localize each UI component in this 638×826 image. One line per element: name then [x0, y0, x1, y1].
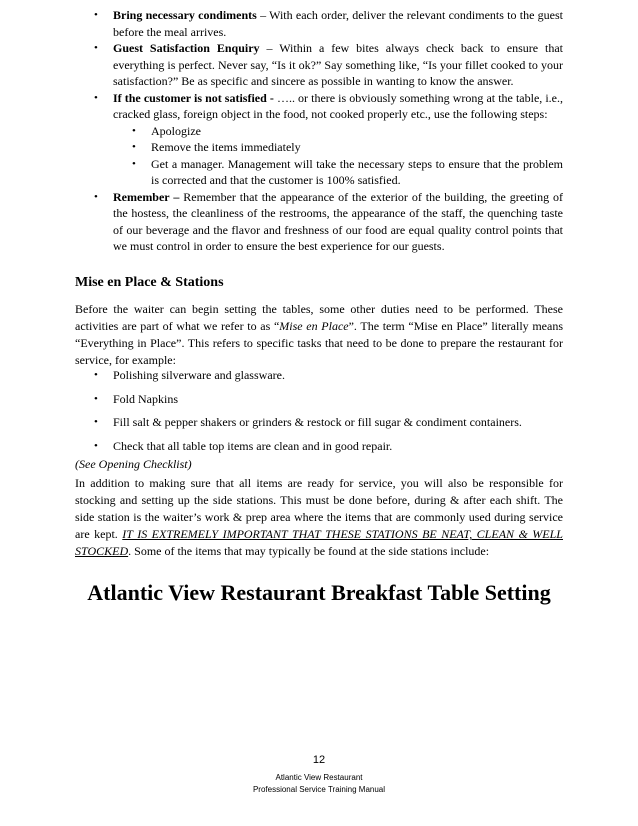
sub-steps-list: [113, 123, 563, 189]
sub-item-text: Get a manager. Management will take the necessary steps to ensure that the problem is corrected and that the customer is 100% satisfied.: [151, 156, 563, 187]
list-item: [75, 414, 563, 431]
bullet-icon: •: [94, 91, 98, 104]
sub-list-item: [113, 156, 563, 189]
intro-paragraph: [75, 301, 563, 369]
bullet-icon: •: [94, 190, 98, 203]
sub-list-item: [113, 139, 563, 156]
service-steps-list: [75, 7, 563, 255]
sub-list-item: [113, 123, 563, 140]
item-heading: Guest Satisfaction Enquiry: [113, 41, 260, 55]
item-text: Remember that the appearance of the exterior of the building, the greeting of the hostess, the cleanliness of the restrooms, the appearance of the staff, the quenching taste of our beverage and the flavor and freshness of our food are equal quality control points that we must control in order to ensure the best experience for our guests.: [113, 189, 564, 253]
list-item: [75, 40, 563, 90]
bullet-icon: •: [94, 369, 98, 381]
intro-italic: Mise en Place: [279, 319, 349, 333]
list-item: [75, 90, 563, 189]
closing-text-2: . Some of the items that may typically be found at the side stations include:: [128, 544, 490, 558]
bullet-icon: •: [132, 157, 136, 170]
closing-emphasis: IT IS EXTREMELY IMPORTANT THAT THESE STATIONS BE NEAT, CLEAN & WELL STOCKED: [75, 527, 563, 558]
bullet-icon: •: [94, 9, 98, 21]
checklist-ref-text: (See Opening Checklist): [75, 457, 192, 471]
bullet-icon: •: [94, 439, 98, 452]
item-heading: Bring necessary condiments: [113, 8, 257, 22]
sub-item-text: Apologize: [151, 123, 201, 138]
list-item: [75, 189, 563, 255]
task-text: Fill salt & pepper shakers or grinders & restock or fill sugar & condiment containers.: [113, 415, 522, 429]
item-text: – Within a few bites always check back to ensure that everything is perfect. Never say, “Is it ok?” Say something like, “Is your fillet cooked to your satisfaction?” Be as specific and sincere as possible in wanting to know the answer.: [113, 41, 563, 88]
footer-line-1: Atlantic View Restaurant: [275, 773, 363, 782]
list-item: [75, 438, 563, 455]
sub-item-text: Remove the items immediately: [151, 140, 301, 154]
bullet-icon: •: [132, 141, 136, 153]
item-heading: If the customer is not satisfied -: [113, 90, 274, 105]
item-text: ….. or there is obviously something wrong at the table, i.e., cracked glass, foreign object in the food, not cooked properly etc., use the following steps:: [113, 90, 564, 121]
banner-title: Atlantic View Restaurant Breakfast Table Setting: [87, 580, 551, 605]
item-text: – With each order, deliver the relevant condiments to the guest before the meal arrives.: [113, 8, 564, 39]
page-number: 12: [312, 754, 326, 766]
section-title: Mise en Place & Stations: [75, 275, 224, 290]
list-item: [75, 391, 563, 408]
task-text: Fold Napkins: [113, 391, 179, 406]
closing-text: In addition to making sure that all items are ready for service, you will also be responsible for stocking and setting up the side stations. This must be done before, during & after each shift. The side station is the waiter’s work & prep area where the items that are commonly used during service are kept.: [75, 476, 563, 541]
closing-paragraph: [75, 475, 563, 560]
footer-line-2: Professional Service Training Manual: [252, 785, 386, 794]
item-heading: Remember –: [113, 189, 180, 204]
checklist-reference: [75, 456, 563, 473]
list-item: [75, 367, 563, 384]
intro-text-2: ”. The term “Mise en Place” literally means “Everything in Place”. This refers to specific tasks that need to be done to prepare the restaurant for service, for example:: [75, 319, 563, 367]
task-text: Check that all table top items are clean and in good repair.: [113, 438, 393, 453]
bullet-icon: •: [132, 124, 136, 137]
intro-text: Before the waiter can begin setting the tables, some other duties need to be performed. These activities are part of what we refer to as “: [75, 302, 563, 333]
bullet-icon: •: [94, 42, 98, 54]
tasks-list: [75, 367, 563, 454]
bullet-icon: •: [94, 392, 98, 405]
task-text: Polishing silverware and glassware.: [113, 368, 285, 382]
list-item: [75, 7, 563, 40]
bullet-icon: •: [94, 416, 98, 428]
